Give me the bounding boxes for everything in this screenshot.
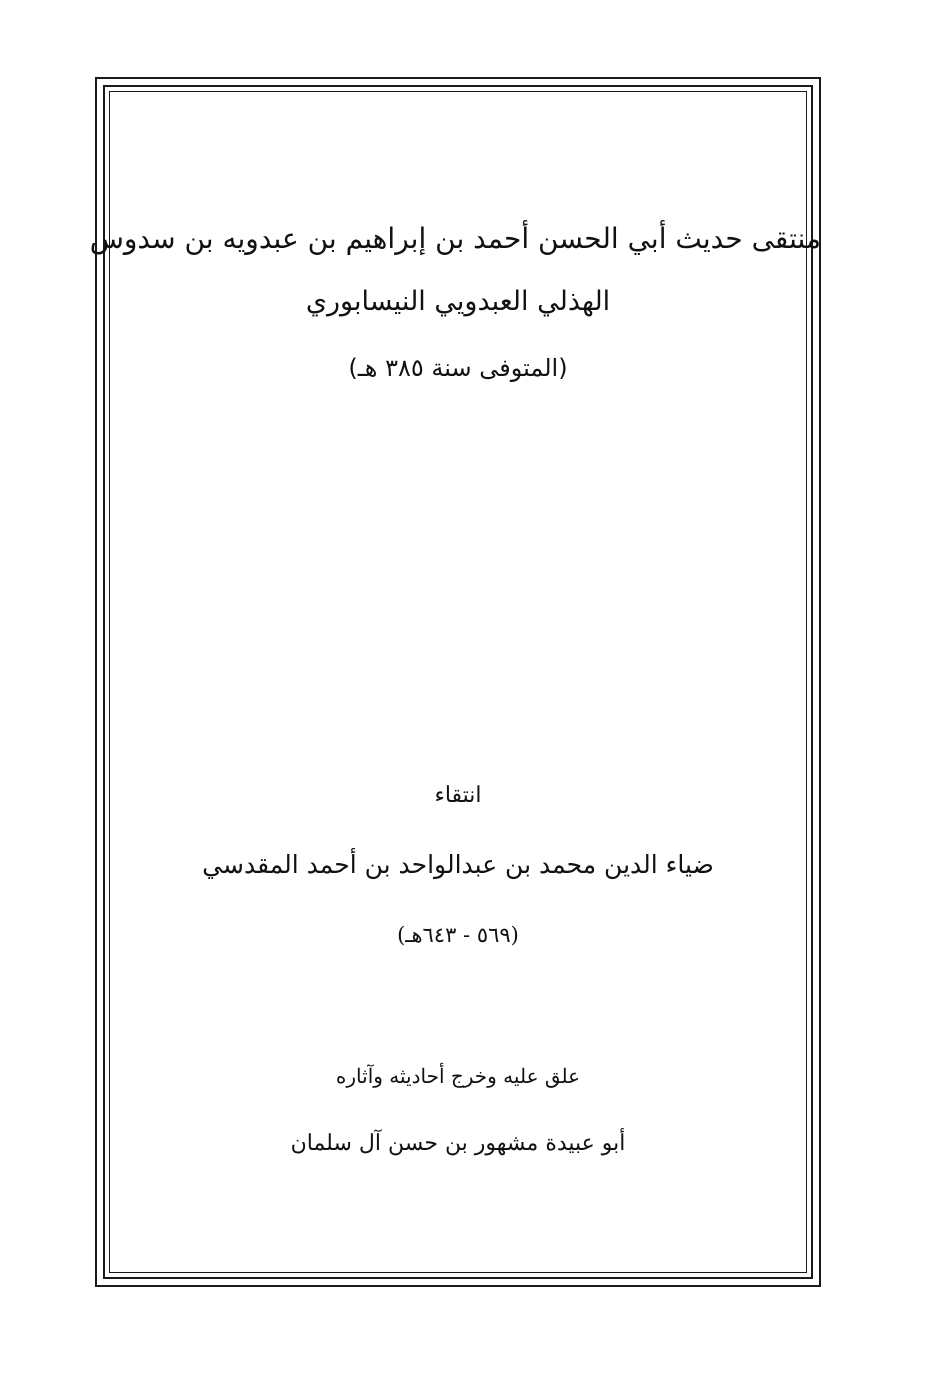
annotation-label: علق عليه وخرج أحاديثه وآثاره [335,1064,581,1088]
title-line-1: منتقى حديث أبي الحسن أحمد بن إبراهيم بن عبدويه بن سدوس [89,222,821,255]
title-line-2: الهذلي العبدويي النيسابوري [305,286,611,317]
selection-label: انتقاء [434,783,482,808]
page-border-inner [103,85,813,1279]
editor-name: أبو عبيدة مشهور بن حسن آل سلمان [290,1131,626,1156]
page-border-innermost [109,91,807,1273]
death-year: (المتوفى سنة ٣٨٥ هـ) [348,354,568,382]
compiler-name: ضياء الدين محمد بن عبدالواحد بن أحمد المقدسي [202,850,714,879]
page-border [89,77,821,1287]
compiler-dates: (٥٦٩ - ٦٤٣هـ) [397,923,519,947]
